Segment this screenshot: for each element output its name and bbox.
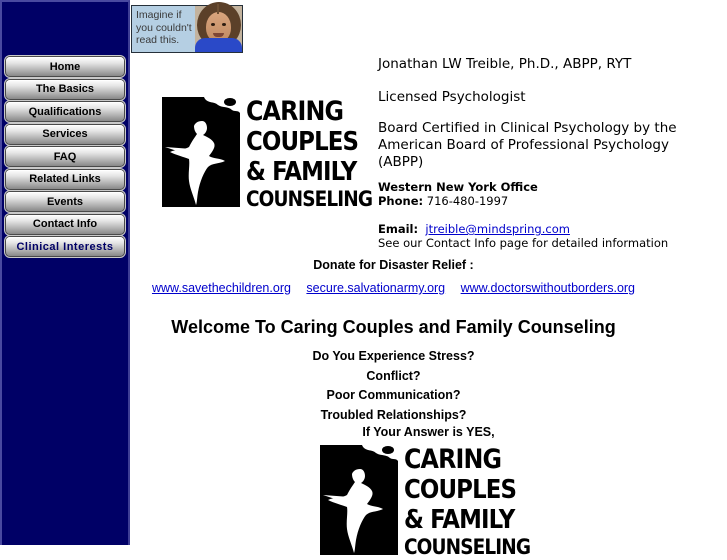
- welcome-heading: Welcome To Caring Couples and Family Counseling: [171, 317, 616, 337]
- donate-heading: Donate for Disaster Relief :: [313, 258, 474, 272]
- logo-wordmark: [246, 97, 372, 212]
- practitioner-name: Jonathan LW Treible, Ph.D., ABPP, RYT: [378, 56, 632, 72]
- bottom-logo: [320, 445, 547, 560]
- logo-line: CARING: [404, 444, 502, 475]
- girl-hair-part: [217, 4, 219, 14]
- main-content: [130, 258, 657, 425]
- logo-line: & FAMILY: [246, 157, 357, 187]
- practitioner-info: [378, 56, 700, 251]
- email-label: Email:: [378, 222, 419, 236]
- answer-prompt: If Your Answer is YES,: [362, 425, 495, 439]
- phone-number: 716-480-1997: [426, 194, 509, 208]
- answer-section: [130, 425, 727, 439]
- top-logo: [162, 97, 389, 212]
- donate-links: [130, 281, 657, 295]
- sidebar-item-events[interactable]: Events: [6, 192, 124, 211]
- logo-line: COUPLES: [404, 475, 517, 505]
- sidebar-item-faq[interactable]: FAQ: [6, 147, 124, 166]
- sidebar-item-home[interactable]: Home: [6, 57, 124, 76]
- girl-eye: [222, 23, 226, 26]
- banner-text: Imagine if you couldn't read this.: [136, 9, 192, 46]
- link-savethechildren[interactable]: www.savethechildren.org: [151, 281, 291, 295]
- email-link[interactable]: jtreible@mindspring.com: [425, 222, 570, 236]
- sidebar-nav: [2, 57, 128, 256]
- phone-line: [378, 194, 700, 208]
- sidebar-item-qualifications[interactable]: Qualifications: [6, 102, 124, 121]
- sidebar-item-contact-info[interactable]: Contact Info: [6, 215, 124, 234]
- email-line: [378, 222, 700, 236]
- question-communication: Poor Communication?: [326, 388, 461, 402]
- certification-text: Board Certified in Clinical Psychology by the American Board of Professional Psychology (ABPP): [378, 120, 677, 170]
- sidebar: [0, 0, 130, 545]
- logo-line: COUNSELING: [404, 535, 531, 559]
- logo-line: COUNSELING: [246, 187, 373, 211]
- logo-line: CARING: [246, 96, 344, 127]
- link-salvationarmy[interactable]: secure.salvationarmy.org: [306, 281, 446, 295]
- logo-line: COUPLES: [246, 127, 359, 157]
- girl-photo: [195, 6, 242, 52]
- girl-shirt: [195, 38, 242, 52]
- contact-note: See our Contact Info page for detailed information: [378, 236, 669, 250]
- phone-label: Phone:: [378, 194, 424, 208]
- office-name: Western New York Office: [378, 180, 538, 194]
- sidebar-item-the-basics[interactable]: The Basics: [6, 80, 124, 99]
- couple-silhouette-icon: [162, 97, 240, 207]
- couple-silhouette-icon: [320, 445, 398, 555]
- question-conflict: Conflict?: [366, 368, 421, 383]
- practitioner-title: Licensed Psychologist: [378, 89, 526, 105]
- sidebar-item-services[interactable]: Services: [6, 125, 124, 144]
- link-doctorswithoutborders[interactable]: www.doctorswithoutborders.org: [460, 281, 636, 295]
- question-stress: Do You Experience Stress?: [312, 349, 475, 363]
- sidebar-item-clinical-interests[interactable]: Clinical Interests: [6, 237, 124, 256]
- girl-eye: [211, 23, 215, 26]
- literacy-banner-image: [131, 5, 243, 53]
- question-relationships: Troubled Relationships?: [320, 407, 467, 422]
- logo-wordmark: [404, 445, 530, 560]
- logo-line: & FAMILY: [404, 505, 515, 535]
- sidebar-item-related-links[interactable]: Related Links: [6, 170, 124, 189]
